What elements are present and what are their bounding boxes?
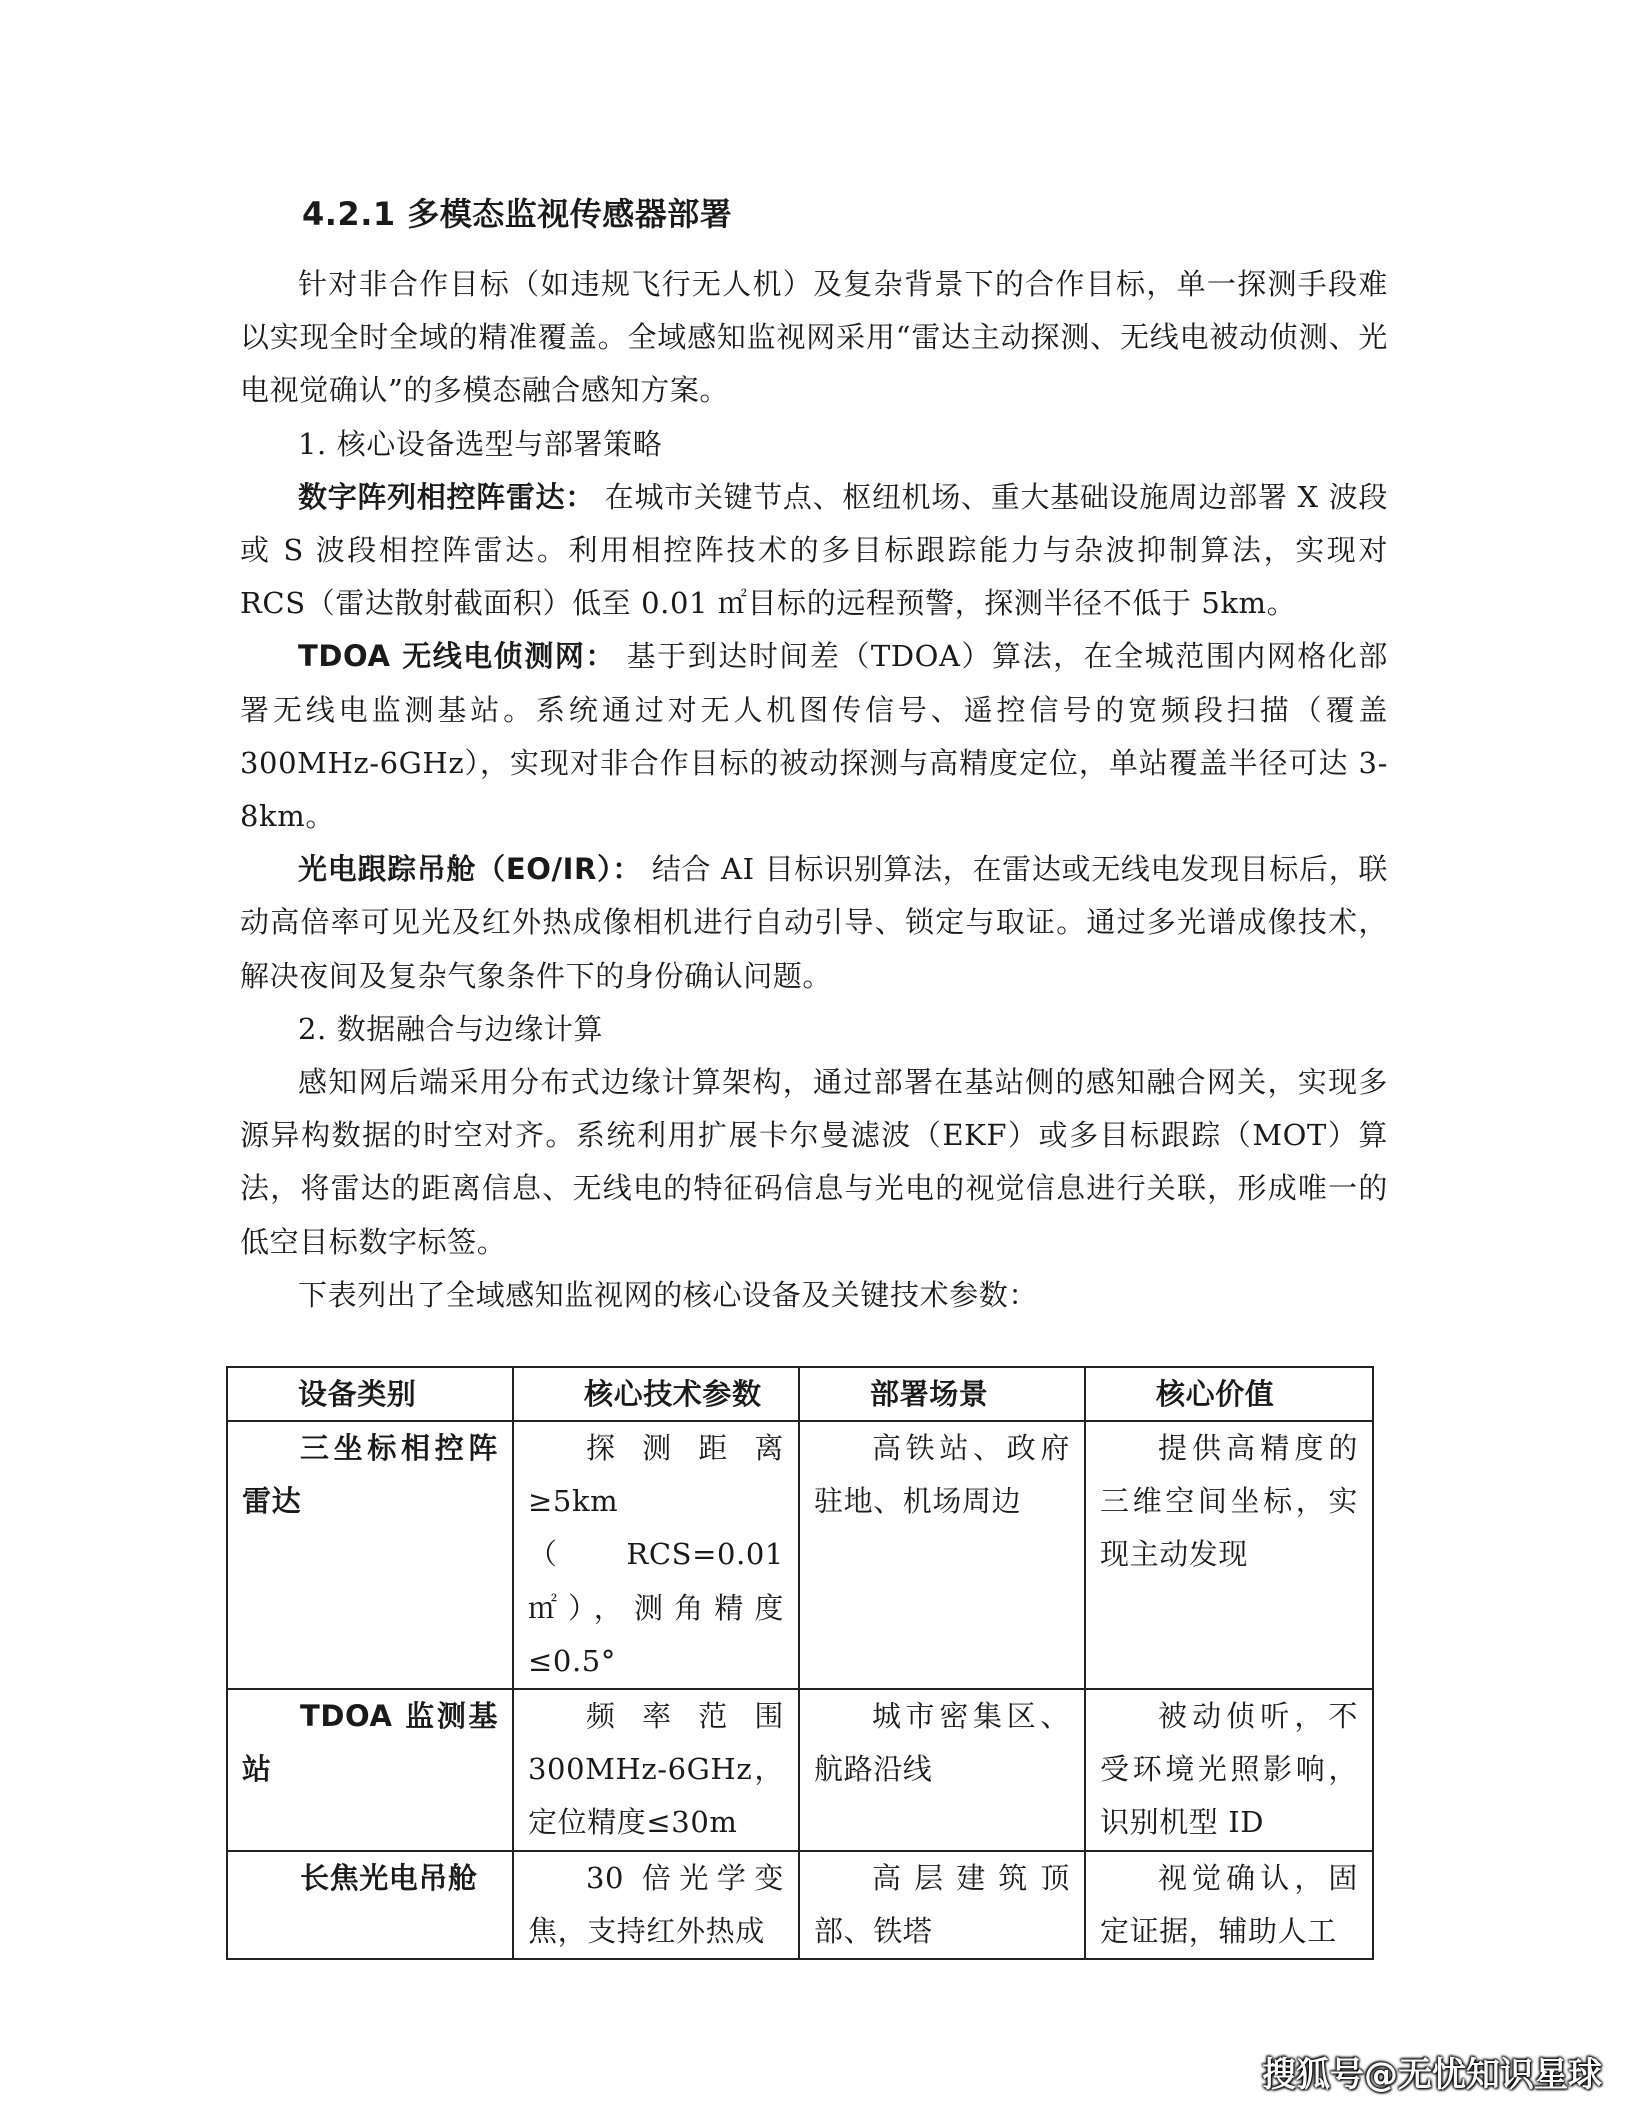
table-header-row xyxy=(227,1367,1373,1421)
paragraph-text: 感知网后端采用分布式边缘计算架构，通过部署在基站侧的感知融合网关，实现多源异构数据的时空对齐。系统利用扩展卡尔曼滤波（EKF）或多目标跟踪（MOT）算法，将雷达的距离信息、无线电的特征码信息与光电的视觉信息进行关联，形成唯一的低空目标数字标签。 xyxy=(240,1065,1388,1259)
table-intro xyxy=(240,1269,1388,1322)
table-cell: 被动侦听，不受环境光照影响，识别机型 ID xyxy=(1085,1689,1373,1851)
table-header-cell: 部署场景 xyxy=(799,1367,1085,1421)
table-cell: 频率范围 300MHz-6GHz，定位精度≤30m xyxy=(513,1689,799,1851)
table-row xyxy=(227,1851,1373,1959)
section-heading: 4.2.1 多模态监视传感器部署 xyxy=(302,195,733,233)
table-cell: 高层建筑顶部、铁塔 xyxy=(799,1851,1085,1959)
paragraph-text: 下表列出了全域感知监视网的核心设备及关键技术参数： xyxy=(298,1277,1039,1312)
table-cell: 视觉确认，固定证据，辅助人工 xyxy=(1085,1851,1373,1959)
table-row xyxy=(227,1421,1373,1689)
table-row xyxy=(227,1689,1373,1851)
source-watermark: 搜狐号@无忧知识星球 xyxy=(1262,2055,1602,2095)
paragraph xyxy=(240,630,1388,843)
paragraph-text: 2. 数据融合与边缘计算 xyxy=(298,1011,604,1046)
table-cell: 城市密集区、航路沿线 xyxy=(799,1689,1085,1851)
table-cell-category: 三坐标相控阵雷达 xyxy=(227,1421,513,1689)
table-cell: 探测距离≥5km（RCS=0.01㎡），测角精度≤0.5° xyxy=(513,1421,799,1689)
table-header-cell: 设备类别 xyxy=(227,1367,513,1421)
parameter-table-wrapper xyxy=(226,1366,1372,1948)
paragraph-lead: TDOA 无线电侦测网： xyxy=(298,639,616,674)
table-cell: 30 倍光学变焦，支持红外热成 xyxy=(513,1851,799,1959)
table-cell: 高铁站、政府驻地、机场周边 xyxy=(799,1421,1085,1689)
paragraph-text: 结合 AI 目标识别算法，在雷达或无线电发现目标后，联动高倍率可见光及红外热成像相机进行自动引导、锁定与取证。通过多光谱成像技术，解决夜间及复杂气象条件下的身份确认问题。 xyxy=(240,852,1388,993)
paragraph-text: 针对非合作目标（如违规飞行无人机）及复杂背景下的合作目标，单一探测手段难以实现全时全域的精准覆盖。全域感知监视网采用“雷达主动探测、无线电被动侦测、光电视觉确认”的多模态融合感知方案。 xyxy=(240,267,1388,408)
table-cell: 提供高精度的三维空间坐标，实现主动发现 xyxy=(1085,1421,1373,1689)
list-heading xyxy=(240,1003,1388,1056)
table-header-cell: 核心技术参数 xyxy=(513,1367,799,1421)
paragraph-lead: 数字阵列相控阵雷达： xyxy=(298,479,595,514)
paragraph-text: 基于到达时间差（TDOA）算法，在全城范围内网格化部署无线电监测基站。系统通过对无人机图传信号、遥控信号的宽频段扫描（覆盖 300MHz-6GHz），实现对非合作目标的被动探测与高精度定位，单站覆盖半径可达 3-8km。 xyxy=(240,639,1389,834)
paragraph xyxy=(240,258,1388,418)
paragraph xyxy=(240,1056,1388,1269)
body-text xyxy=(240,258,1388,1322)
parameter-table xyxy=(226,1366,1374,1960)
paragraph-text: 在城市关键节点、枢纽机场、重大基础设施周边部署 X 波段或 S 波段相控阵雷达。利用相控阵技术的多目标跟踪能力与杂波抑制算法，实现对 RCS（雷达散射截面积）低至 0.01 ㎡目标的远程预警，探测半径不低于 5km。 xyxy=(240,479,1388,621)
list-heading xyxy=(240,418,1388,471)
paragraph-lead: 光电跟踪吊舱（EO/IR）： xyxy=(298,852,642,887)
table-cell-category: 长焦光电吊舱 xyxy=(227,1851,513,1959)
paragraph-text: 1. 核心设备选型与部署策略 xyxy=(298,426,663,461)
paragraph xyxy=(240,843,1388,1003)
table-cell-category: TDOA 监测基站 xyxy=(227,1689,513,1851)
paragraph xyxy=(240,471,1388,631)
table-header-cell: 核心价值 xyxy=(1085,1367,1373,1421)
